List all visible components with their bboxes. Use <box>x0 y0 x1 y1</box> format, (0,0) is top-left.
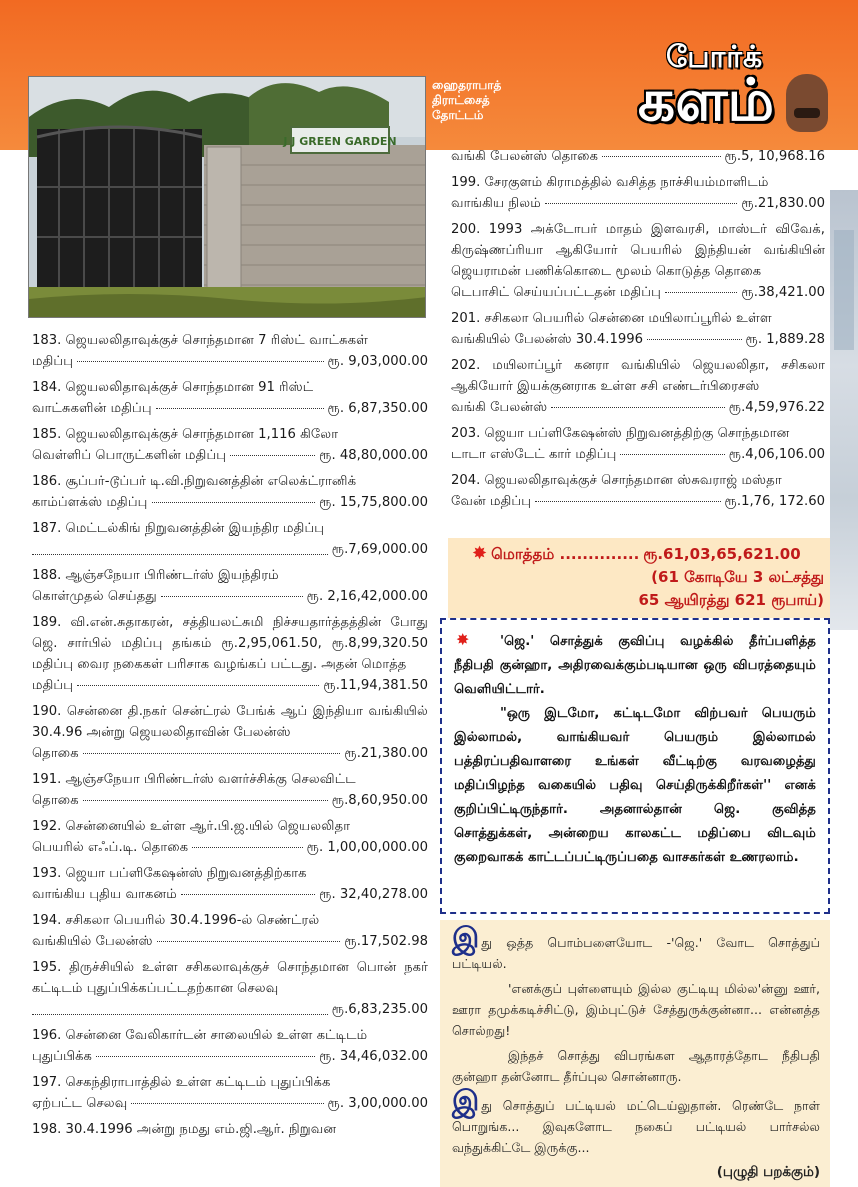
dot-leader <box>32 999 328 1015</box>
dot-leader <box>192 847 302 848</box>
value-line <box>32 351 428 372</box>
value-prefix: காம்ப்ளக்ஸ் மதிப்பு <box>32 495 148 510</box>
asset-description: 204. ஜெயலலிதாவுக்குச் சொந்தமான ஸ்சுவராஜ் மஸ்தா <box>451 473 782 488</box>
asset-description: 189. வி.என்.சுதாகரன், சத்தியலட்சுமி நிச்சயதார்த்தத்தின் போது ஜெ. சார்பில் மதிப்பு தங்கம் ரூ.2,95,061.50, ரூ.8,99,320.50 மதிப்பு வைர நகைகள் பரிசாக வழங்கப் பட்டது. அதன் மொத்த <box>32 615 428 672</box>
asset-entry <box>32 701 428 764</box>
value-line <box>32 999 428 1020</box>
value-prefix: தொகை <box>32 746 79 761</box>
asset-amount: ரூ.21,380.00 <box>344 746 428 761</box>
value-line <box>32 743 428 764</box>
dot-leader <box>602 156 720 157</box>
asset-entry <box>32 471 428 513</box>
asset-entry <box>32 863 428 905</box>
asset-description: 188. ஆஞ்சநேயா பிரிண்டர்ஸ் இயந்திரம் <box>32 568 279 583</box>
dot-leader <box>551 407 724 408</box>
asset-entry <box>451 219 825 303</box>
dot-leader <box>535 501 721 502</box>
value-line <box>32 790 428 811</box>
dot-leader <box>83 800 328 801</box>
section-logo <box>636 40 830 140</box>
author-portrait <box>786 74 828 132</box>
dot-leader <box>157 941 341 942</box>
value-prefix: மதிப்பு <box>32 354 74 369</box>
dot-leader <box>131 1103 323 1104</box>
asset-description: 203. ஜெயா பப்ளிகேஷன்ஸ் நிறுவனத்திற்கு சொந்தமான <box>451 426 790 441</box>
asset-entry <box>32 1072 428 1114</box>
caption-line: திராட்சைத் <box>432 93 490 107</box>
asset-entry <box>32 910 428 952</box>
asset-description: 195. திருச்சியில் உள்ள சசிகலாவுக்குச் சொந்தமான பொன் நகர் கட்டிடம் புதுப்பிக்கப்பட்டதற்கான செலவு <box>32 960 428 996</box>
asset-amount: ரூ. 48,80,000.00 <box>319 448 428 463</box>
value-line <box>451 282 825 303</box>
gossip-paragraph: இந்தச் சொத்து விபரங்கள ஆதாரத்தோட நீதிபதி குன்ஹா தன்னோட தீர்ப்புல சொன்னாரு. <box>452 1048 820 1084</box>
dot-leader <box>545 203 737 204</box>
notice-paragraph: "ஒரு இடமோ, கட்டிடமோ விற்பவர் பெயரும் இல்லாமல், வாங்கியவர் பெயரும் இல்லாமல் பத்திரப்பதிவாளரை உங்கள் வீட்டிற்கு வரவழைத்து மதிப்பிழந்த வகையில் பதிவு செய்திருக்கிறீர்கள்'' எனக் குறிப்பிட்டிருந்தார். அதனால்தான் ஜெ. குவித்த சொத்துக்கள், அன்றைய காலகட்ட மதிப்பை விடவும் குறைவாகக் காட்டப்பட்டிருப்பதை வாசகர்கள் உணரலாம். <box>454 706 816 865</box>
value-prefix: வெள்ளிப் பொருட்களின் மதிப்பு <box>32 448 227 463</box>
asset-amount: ரூ. 3,00,000.00 <box>327 1096 428 1111</box>
value-prefix: தொகை <box>32 793 79 808</box>
asset-entry <box>32 769 428 811</box>
asset-description: 186. சூப்பர்-டூப்பர் டி.வி.நிறுவனத்தின் எலெக்ட்ரானிக் <box>32 474 357 489</box>
total-label: மொத்தம் .............. <box>491 545 640 563</box>
dot-leader <box>156 408 324 409</box>
value-prefix: பெயரில் எஃப்.டி. தொகை <box>32 840 189 855</box>
star-icon: ✸ <box>472 543 488 564</box>
asset-entry <box>32 424 428 466</box>
asset-description: 185. ஜெயலலிதாவுக்குச் சொந்தமான 1,116 கிலோ <box>32 427 339 442</box>
gossip-paragraph <box>452 1084 820 1158</box>
dot-leader <box>620 454 724 455</box>
value-line <box>32 586 428 607</box>
value-line <box>451 397 825 418</box>
asset-description: 191. ஆஞ்சநேயா பிரிண்டர்ஸ் வளர்ச்சிக்கு செலவிட்ட <box>32 772 356 787</box>
total-line <box>454 542 824 566</box>
value-prefix: கொள்முதல் செய்தது <box>32 589 157 604</box>
asset-amount: ரூ.21,830.00 <box>741 196 825 211</box>
value-line <box>451 444 825 465</box>
asset-amount: ரூ. 34,46,032.00 <box>319 1049 428 1064</box>
asset-amount: ரூ.8,60,950.00 <box>331 793 428 808</box>
total-words-1: (61 கோடியே 3 லட்சத்து <box>651 568 824 586</box>
asset-entry <box>32 330 428 372</box>
value-line <box>32 398 428 419</box>
value-prefix: வங்கி பேலன்ஸ் <box>451 400 548 415</box>
asset-entry <box>451 470 825 512</box>
asset-amount: ரூ. 1,00,00,000.00 <box>306 840 428 855</box>
asset-amount: ரூ.4,06,106.00 <box>728 447 825 462</box>
asset-entry <box>451 308 825 350</box>
logo-top-text: போர்க் <box>666 40 764 75</box>
asset-amount: ரூ. 9,03,000.00 <box>327 354 428 369</box>
asset-amount: ரூ.1,76, 172.60 <box>724 494 825 509</box>
value-prefix: புதுப்பிக்க <box>32 1049 92 1064</box>
drop-cap: இ <box>452 1084 480 1117</box>
garden-gate-photo <box>28 76 426 318</box>
asset-amount: ரூ.38,421.00 <box>741 285 825 300</box>
asset-description: 201. சசிகலா பெயரில் சென்னை மயிலாப்பூரில் உள்ள <box>451 311 772 326</box>
gossip-box <box>440 920 830 1187</box>
value-line <box>32 1046 428 1067</box>
asset-description: 193. ஜெயா பப்ளிகேஷன்ஸ் நிறுவனத்திற்காக <box>32 866 307 881</box>
value-prefix: மதிப்பு <box>32 678 74 693</box>
asset-description: 200. 1993 அக்டோபர் மாதம் இளவரசி, மாஸ்டர் விவேக், கிருஷ்ணப்ரியா ஆகியோர் பெயரில் இந்தியன் வங்கியின் ஜெயராமன் பணிக்கொடை மூலம் கொடுத்த தொகை <box>451 222 825 279</box>
gate-sign-text: J J GREEN GARDEN <box>283 135 397 148</box>
asset-description: 198. 30.4.1996 அன்று நமது எம்.ஜி.ஆர். நிறுவன <box>32 1122 337 1137</box>
asset-description: 183. ஜெயலலிதாவுக்குச் சொந்தமான 7 ரிஸ்ட் வாட்சுகள் <box>32 333 369 348</box>
asset-entry <box>32 565 428 607</box>
asset-entry <box>32 612 428 696</box>
asset-description: 192. சென்னையில் உள்ள ஆர்.பி.ஜ.யில் ஜெயலலிதா <box>32 819 351 834</box>
asset-description: 190. சென்னை தி.நகர் சென்ட்ரல் பேங்க் ஆப் இந்தியா வங்கியில் 30.4.96 அன்று ஜெயலலிதாவின் பேலன்ஸ் <box>32 704 428 740</box>
continued-tag: (புழுதி பறக்கும்) <box>716 1164 820 1180</box>
asset-entry <box>32 816 428 858</box>
dot-leader <box>32 539 328 555</box>
dot-leader <box>96 1056 315 1057</box>
asset-entry <box>32 1119 428 1140</box>
caption-line: தோட்டம் <box>432 108 484 122</box>
asset-amount: ரூ.6,83,235.00 <box>331 1002 428 1017</box>
dot-leader <box>161 596 303 597</box>
asset-amount: ரூ. 1,889.28 <box>745 332 825 347</box>
dot-leader <box>647 339 741 340</box>
value-prefix: வாங்கிய புதிய வாகனம் <box>32 887 177 902</box>
asset-entry <box>32 377 428 419</box>
value-line <box>32 675 428 696</box>
left-column-list <box>32 330 428 1145</box>
gossip-text: து சொத்துப் பட்டியல் மட்டெய்லுதான். ரெண்டே நாள் பொறுங்க... இவுகளோட நகைப் பட்டியல் பார்சல்ல வந்துக்கிட்டே இருக்கு... <box>452 1098 820 1155</box>
logo-main-text: களம் <box>638 66 775 134</box>
gossip-text: து ஒத்த பொம்பளையோட -'ஜெ.' வோட சொத்துப் பட்டியல். <box>452 935 820 971</box>
total-words-2: 65 ஆயிரத்து 621 ரூபாய்) <box>638 591 824 609</box>
value-line <box>32 539 428 560</box>
asset-entry <box>451 172 825 214</box>
value-prefix: ஏற்பட்ட செலவு <box>32 1096 128 1111</box>
value-line <box>451 193 825 214</box>
value-prefix: வேன் மதிப்பு <box>451 494 532 509</box>
value-prefix: வாட்சுகளின் மதிப்பு <box>32 401 152 416</box>
asset-entry <box>32 518 428 560</box>
asset-amount: ரூ.17,502.98 <box>344 934 428 949</box>
drop-cap: இ <box>452 921 480 954</box>
dot-leader <box>152 502 316 503</box>
value-line <box>451 329 825 350</box>
dot-leader <box>665 292 737 293</box>
asset-description: 187. மெட்டல்கிங் நிறுவனத்தின் இயந்திர மதிப்பு <box>32 521 325 536</box>
value-prefix: வங்கி பேலன்ஸ் தொகை <box>451 149 599 164</box>
value-prefix: வங்கியில் பேலன்ஸ் 30.4.1996 <box>451 332 644 347</box>
value-line <box>32 1093 428 1114</box>
value-prefix: வங்கியில் பேலன்ஸ் <box>32 934 153 949</box>
dot-leader <box>77 685 319 686</box>
asset-amount: ரூ. 15,75,800.00 <box>319 495 428 510</box>
asset-description: 202. மயிலாப்பூர் கனரா வங்கியில் ஜெயலலிதா, சசிகலா ஆகியோர் இயக்குனராக உள்ள சசி எண்டர்பிரைசஸ் <box>451 358 825 394</box>
asset-entry <box>32 957 428 1020</box>
notice-paragraph: 'ஜெ.' சொத்துக் குவிப்பு வழக்கில் தீர்ப்பளித்த நீதிபதி குன்ஹா, அதிரவைக்கும்படியான ஒரு விபரத்தையும் வெளியிட்டார். <box>454 634 816 697</box>
caption-line: ஹைதராபாத் <box>432 78 502 92</box>
value-prefix: டெபாசிட் செய்யப்பட்டதன் மதிப்பு <box>451 285 661 300</box>
asset-description: 199. சேரகுளம் கிராமத்தில் வசித்த நாச்சியம்மாளிடம் <box>451 175 769 190</box>
asset-entry <box>451 146 825 167</box>
asset-description: 184. ஜெயலலிதாவுக்குச் சொந்தமான 91 ரிஸ்ட் <box>32 380 314 395</box>
asset-amount: ரூ. 6,87,350.00 <box>327 401 428 416</box>
asset-amount: ரூ. 32,40,278.00 <box>319 887 428 902</box>
dot-leader <box>181 894 315 895</box>
asset-description: 194. சசிகலா பெயரில் 30.4.1996-ல் செண்ட்ரல் <box>32 913 320 928</box>
value-line <box>32 492 428 513</box>
currency-decoration <box>830 190 858 630</box>
asset-description: 196. சென்னை வேலிகார்டன் சாலையில் உள்ள கட்டிடம் <box>32 1028 368 1043</box>
asset-amount: ரூ.7,69,000.00 <box>331 542 428 557</box>
total-box <box>448 538 830 618</box>
asset-description: 197. செகந்திராபாத்தில் உள்ள கட்டிடம் புதுப்பிக்க <box>32 1075 331 1090</box>
value-line <box>451 146 825 167</box>
value-line <box>32 884 428 905</box>
asset-amount: ரூ.4,59,976.22 <box>728 400 825 415</box>
asset-entry <box>451 355 825 418</box>
gossip-paragraph: 'எனக்குப் புள்ளையும் இல்ல குட்டியு மில்ல'ன்னு ஊர், ஊரா தமுக்கடிச்சிட்டு, இம்புட்டுச் சேத்துருக்குன்னா... என்னத்த சொல்றது! <box>452 981 820 1038</box>
star-icon: ✸ <box>456 630 470 649</box>
right-column-list <box>451 146 825 517</box>
asset-entry <box>32 1025 428 1067</box>
dot-leader <box>230 455 315 456</box>
value-prefix: டாடா எஸ்டேட் கார் மதிப்பு <box>451 447 617 462</box>
gossip-paragraph <box>452 921 820 974</box>
asset-amount: ரூ.11,94,381.50 <box>323 678 428 693</box>
value-line <box>451 491 825 512</box>
judge-notice-box <box>440 618 830 914</box>
value-line <box>32 445 428 466</box>
value-prefix: வாங்கிய நிலம் <box>451 196 541 211</box>
value-line <box>32 931 428 952</box>
total-amount: ரூ.61,03,65,621.00 <box>643 545 801 563</box>
photo-caption <box>432 78 542 123</box>
asset-amount: ரூ.5, 10,968.16 <box>724 149 825 164</box>
asset-entry <box>451 423 825 465</box>
asset-amount: ரூ. 2,16,42,000.00 <box>306 589 428 604</box>
dot-leader <box>77 361 324 362</box>
value-line <box>32 837 428 858</box>
dot-leader <box>83 753 341 754</box>
